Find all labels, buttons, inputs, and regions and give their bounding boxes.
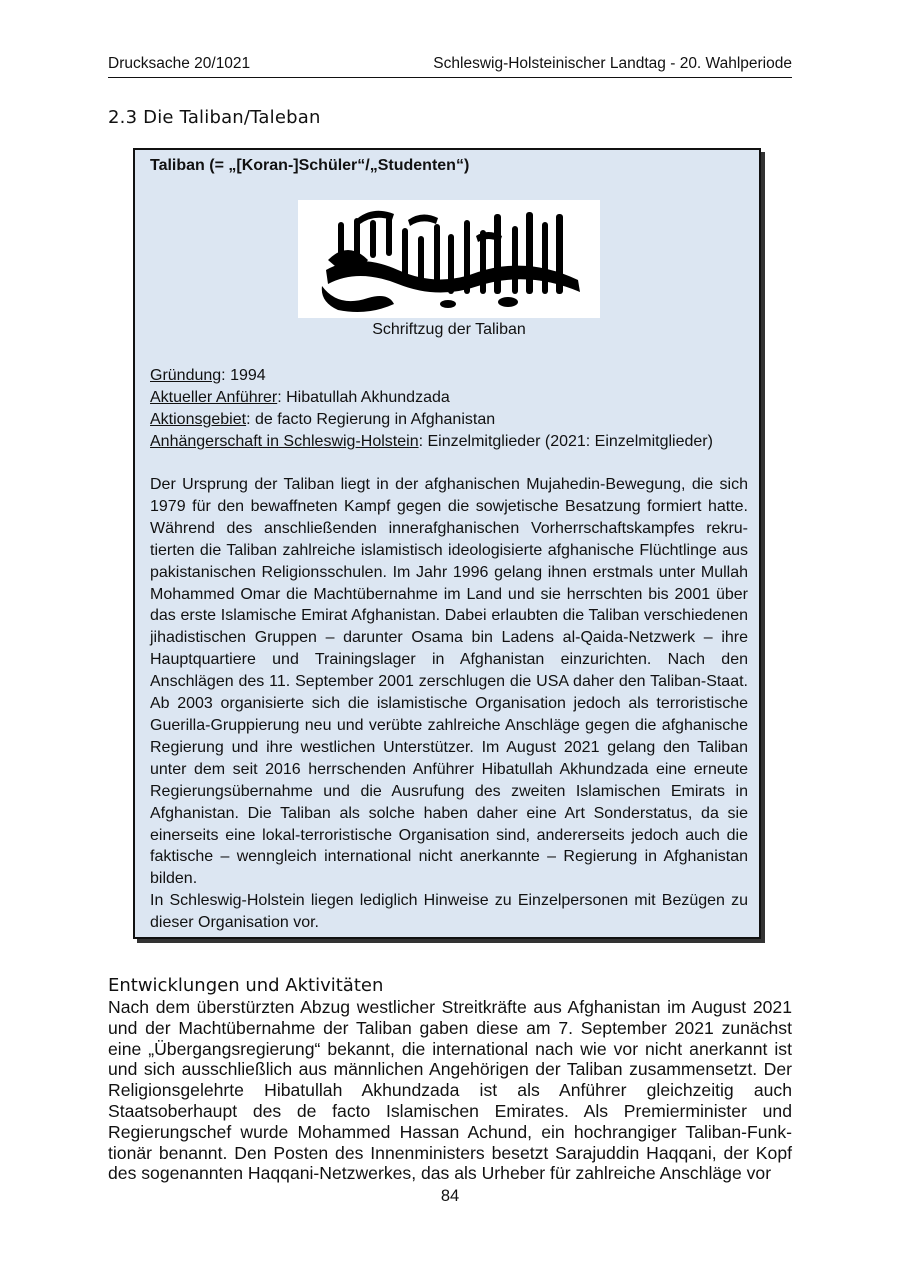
parliament-period: Schleswig-Holsteinischer Landtag - 20. Wahlperiode [433, 55, 792, 72]
fact-label: Gründung [150, 367, 222, 384]
fact-value: : 1994 [221, 367, 266, 384]
page-header [108, 55, 792, 78]
taliban-emblem [298, 200, 600, 318]
info-box [133, 148, 761, 939]
fact-area [150, 409, 713, 431]
fact-founding [150, 365, 713, 387]
document-number: Drucksache 20/1021 [108, 55, 251, 72]
body-paragraph: Nach dem überstürzten Abzug westlicher Streitkräfte aus Afghanistan im August 2021 und der Machtübernahme der Taliban gaben diese am 7. September 2021 zunächst eine „Übergangsregierung“ bekannt, die international nach wie vor nicht anerkannt ist und sich ausschließlich aus männlichen Angehörigen der Taliban zusammensetzt. Der Religionsgelehrte Hibatullah Akhundzada ist als Anführer gleichzeitig auch Staatsoberhaupt des de facto Islamischen Emirates. Als Premierminister und Regierungschef wurde Mohammed Hassan Achund, ein hochrangiger Taliban-Funktionär benannt. Den Posten des Innenministers besetzt Sarajuddin Haqqani, der Kopf des sogenannten Haqqani-Netzwerkes, das als Urheber für zahlreiche Anschläge vor [108, 997, 792, 1184]
fact-value: : Einzelmitglieder (2021: Einzelmitglieder) [418, 433, 713, 450]
emblem-caption: Schriftzug der Taliban [372, 321, 526, 338]
shahada-calligraphy-image [298, 200, 600, 318]
fact-leader [150, 387, 713, 409]
section-title: 2.3 Die Taliban/Taleban [108, 107, 321, 128]
fact-followers [150, 431, 713, 453]
box-paragraph: In Schleswig-Holstein liegen lediglich Hinweise zu Einzelpersonen mit Bezügen zu dieser Organisation vor. [150, 892, 748, 932]
fact-label: Aktionsgebiet [150, 411, 247, 428]
info-box-title: Taliban (= „[Koran-]Schüler“/„Studenten“) [150, 157, 470, 174]
facts-list [150, 365, 713, 453]
subheading: Entwicklungen und Aktivitäten [108, 975, 384, 996]
box-paragraph: Der Ursprung der Taliban liegt in der afghanischen Mujahedin-Bewegung, die sich 1979 für den bewaffneten Kampf gegen die sowjetische Besatzung formiert hatte. Während des anschließenden innerafghanischen Vorherrschaftskampfes rekrutierten die Taliban zahlreiche islamistisch ideologisierte afghanische Flüchtlinge aus pakistanischen Religionsschulen. Im Jahr 1996 gelang ihnen erstmals unter Mullah Mohammed Omar die Machtübernahme im Land und sie herrschten bis 2001 über das erste Islamische Emirat Afghanistan. Dabei erlaubten die Taliban verschiedenen jihadistischen Gruppen – darunter Osama bin Ladens al-Qaida-Netzwerk – ihre Hauptquartiere und Trainingslager in Afghanistan einzurichten. Nach den Anschlägen des 11. September 2001 zerschlugen die USA daher den Taliban-Staat. Ab 2003 organisierte sich die islamistische Organisation jedoch als terroristische Guerilla-Gruppierung neu und verübte zahlreiche Anschläge gegen die afghanische Regierung und ihre westlichen Unterstützer. Im August 2021 gelang den Taliban unter dem seit 2016 herrschenden Anführer Hibatullah Akhundzada eine erneute Regierungsübernahme und die Ausrufung des zweiten Islamischen Emirats in Afghanistan. Die Taliban als solche haben daher eine Art Sonderstatus, da sie einerseits eine lokal-terroristische Organisation sind, andererseits jedoch auch die faktische – wenngleich international nicht anerkannte – Regierung in Afghanistan bilden. [150, 476, 748, 888]
fact-label: Anhängerschaft in Schleswig-Holstein [150, 433, 419, 450]
fact-value: : de facto Regierung in Afghanistan [246, 411, 496, 428]
page-number: 84 [440, 1187, 460, 1205]
box-description [150, 474, 748, 934]
fact-label: Aktueller Anführer [150, 389, 278, 406]
fact-value: : Hibatullah Akhundzada [277, 389, 450, 406]
